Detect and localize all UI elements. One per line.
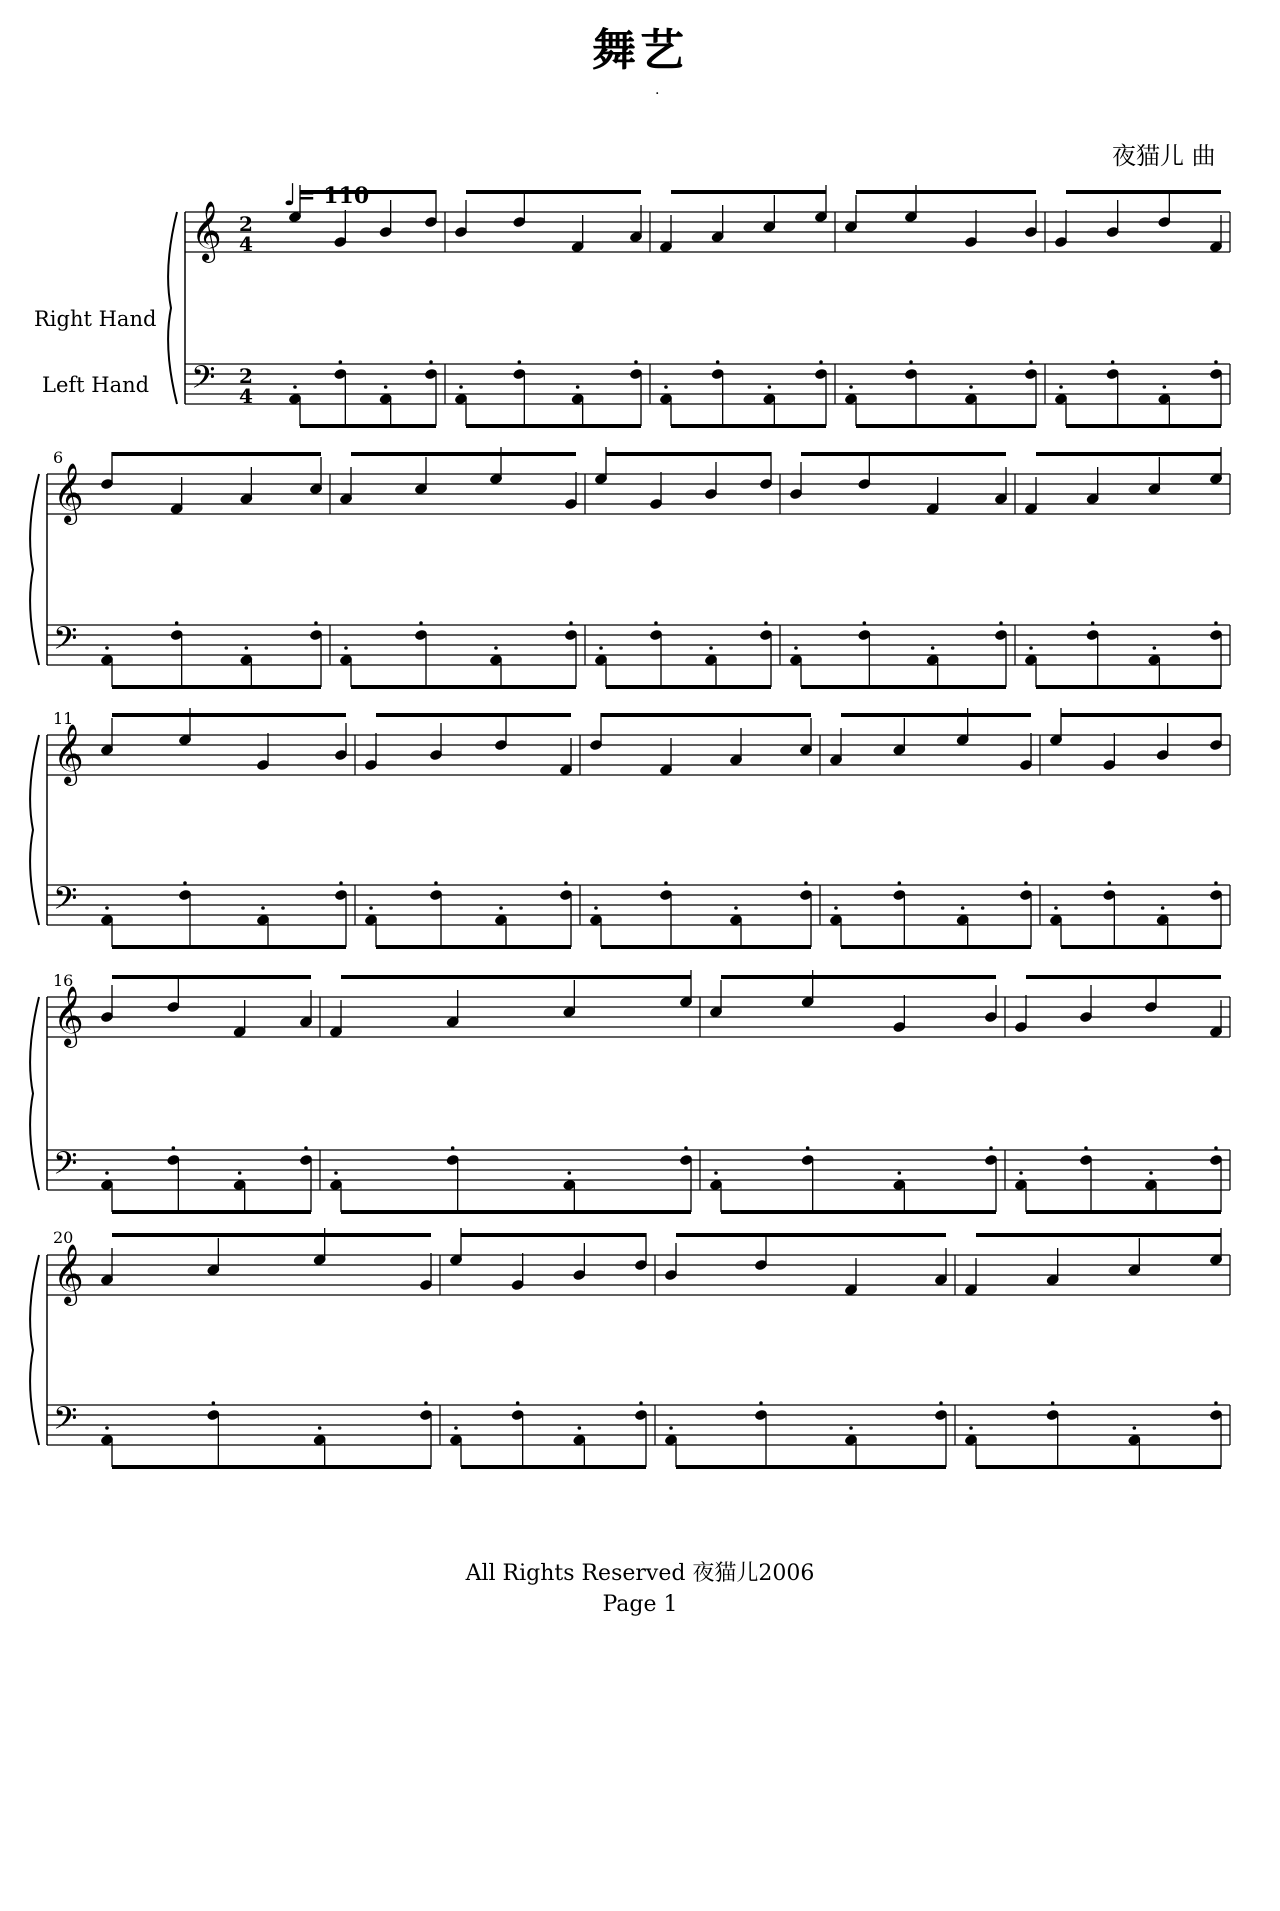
staccato-dot: [1133, 1426, 1137, 1430]
staccato-dot: [419, 621, 423, 625]
staccato-dot: [105, 646, 109, 650]
staccato-dot: [261, 906, 265, 910]
staccato-dot: [1108, 881, 1112, 885]
treble-clef-icon: 𝄞: [53, 986, 84, 1046]
staccato-dot: [238, 1171, 242, 1175]
score-subtitle: .: [655, 82, 660, 98]
staccato-dot: [939, 1401, 943, 1405]
staccato-dot: [1091, 621, 1095, 625]
staccato-dot: [969, 385, 973, 389]
staccato-dot: [499, 906, 503, 910]
staccato-dot: [105, 1426, 109, 1430]
staccato-dot: [804, 881, 808, 885]
brace-icon: [30, 1255, 39, 1445]
bass-clef-icon: 𝄢: [53, 1400, 78, 1444]
staccato-dot: [664, 385, 668, 389]
staccato-dot: [669, 1426, 673, 1430]
staccato-dot: [806, 1146, 810, 1150]
staccato-dot: [1149, 1171, 1153, 1175]
staccato-dot: [969, 1426, 973, 1430]
staccato-dot: [293, 385, 297, 389]
staccato-dot: [1054, 906, 1058, 910]
staccato-dot: [1214, 360, 1218, 364]
measure-number-16: 16: [53, 971, 74, 990]
staccato-dot: [1214, 621, 1218, 625]
staccato-dot: [451, 1146, 455, 1150]
staccato-dot: [318, 1426, 322, 1430]
staccato-dot: [494, 646, 498, 650]
staccato-dot: [1153, 646, 1157, 650]
staccato-dot: [105, 1171, 109, 1175]
bass-clef-icon: 𝄢: [191, 359, 216, 403]
staccato-dot: [1019, 1171, 1023, 1175]
part-label-left-hand: Left Hand: [42, 373, 150, 397]
time-signature-bottom: 4: [239, 232, 253, 256]
staccato-dot: [518, 360, 522, 364]
page-number: Page 1: [602, 1592, 678, 1617]
staccato-dot: [909, 360, 913, 364]
time-signature-top: 2: [239, 212, 253, 236]
staccato-dot: [1161, 906, 1165, 910]
staccato-dot: [424, 1401, 428, 1405]
staccato-dot: [794, 646, 798, 650]
staccato-dot: [344, 646, 348, 650]
staccato-dot: [245, 646, 249, 650]
staccato-dot: [634, 360, 638, 364]
bass-clef-icon: 𝄢: [53, 880, 78, 924]
staccato-dot: [961, 906, 965, 910]
staccato-dot: [314, 621, 318, 625]
staccato-dot: [578, 1426, 582, 1430]
staccato-dot: [576, 385, 580, 389]
staccato-dot: [764, 621, 768, 625]
staccato-dot: [1214, 1401, 1218, 1405]
staccato-dot: [594, 906, 598, 910]
brace-icon: [30, 735, 39, 925]
copyright-notice: All Rights Reserved 夜猫儿2006: [465, 1561, 815, 1586]
staccato-dot: [369, 906, 373, 910]
staccato-dot: [989, 1146, 993, 1150]
staccato-dot: [1024, 881, 1028, 885]
staccato-dot: [1051, 1401, 1055, 1405]
brace-icon: [30, 474, 39, 665]
staccato-dot: [569, 621, 573, 625]
staccato-dot: [1163, 385, 1167, 389]
treble-clef-icon: 𝄞: [53, 463, 84, 523]
staccato-dot: [709, 646, 713, 650]
time-signature-top: 2: [239, 364, 253, 388]
brace-icon: [168, 212, 177, 404]
staccato-dot: [931, 646, 935, 650]
staccato-dot: [304, 1146, 308, 1150]
staccato-dot: [1111, 360, 1115, 364]
staccato-dot: [654, 621, 658, 625]
staccato-dot: [819, 360, 823, 364]
staccato-dot: [105, 906, 109, 910]
staccato-dot: [759, 1401, 763, 1405]
staccato-dot: [454, 1426, 458, 1430]
staccato-dot: [172, 1146, 176, 1150]
part-label-right-hand: Right Hand: [34, 307, 157, 331]
staccato-dot: [434, 881, 438, 885]
staccato-dot: [183, 881, 187, 885]
staccato-dot: [429, 360, 433, 364]
staccato-dot: [568, 1171, 572, 1175]
staccato-dot: [339, 881, 343, 885]
staccato-dot: [768, 385, 772, 389]
time-signature-bottom: 4: [239, 384, 253, 408]
staccato-dot: [684, 1146, 688, 1150]
quarter-note-icon: ♩: [283, 178, 298, 213]
brace-icon: [30, 997, 39, 1190]
staccato-dot: [849, 1426, 853, 1430]
staccato-dot: [863, 621, 867, 625]
staccato-dot: [714, 1171, 718, 1175]
measure-number-20: 20: [53, 1228, 74, 1247]
staccato-dot: [849, 385, 853, 389]
bass-clef-icon: 𝄢: [53, 1145, 78, 1189]
measure-number-6: 6: [53, 448, 64, 467]
staccato-dot: [564, 881, 568, 885]
staccato-dot: [664, 881, 668, 885]
staccato-dot: [639, 1401, 643, 1405]
staccato-dot: [1084, 1146, 1088, 1150]
tempo-value: = 110: [297, 183, 370, 209]
staccato-dot: [898, 1171, 902, 1175]
treble-clef-icon: 𝄞: [53, 724, 84, 784]
staccato-dot: [175, 621, 179, 625]
staccato-dot: [516, 1401, 520, 1405]
staccato-dot: [1059, 385, 1063, 389]
treble-clef-icon: 𝄞: [191, 201, 222, 261]
staccato-dot: [999, 621, 1003, 625]
treble-clef-icon: 𝄞: [53, 1244, 84, 1304]
measure-number-11: 11: [53, 709, 74, 728]
staccato-dot: [834, 906, 838, 910]
staccato-dot: [599, 646, 603, 650]
staccato-dot: [334, 1171, 338, 1175]
composer-credit: 夜猫儿 曲: [1112, 142, 1216, 170]
staccato-dot: [339, 360, 343, 364]
score-title: 舞艺: [592, 25, 688, 76]
staccato-dot: [1029, 360, 1033, 364]
staccato-dot: [1214, 1146, 1218, 1150]
staccato-dot: [212, 1401, 216, 1405]
staccato-dot: [459, 385, 463, 389]
staccato-dot: [898, 881, 902, 885]
staccato-dot: [734, 906, 738, 910]
bass-clef-icon: 𝄢: [53, 620, 78, 664]
staccato-dot: [716, 360, 720, 364]
staccato-dot: [384, 385, 388, 389]
staccato-dot: [1214, 881, 1218, 885]
staccato-dot: [1029, 646, 1033, 650]
